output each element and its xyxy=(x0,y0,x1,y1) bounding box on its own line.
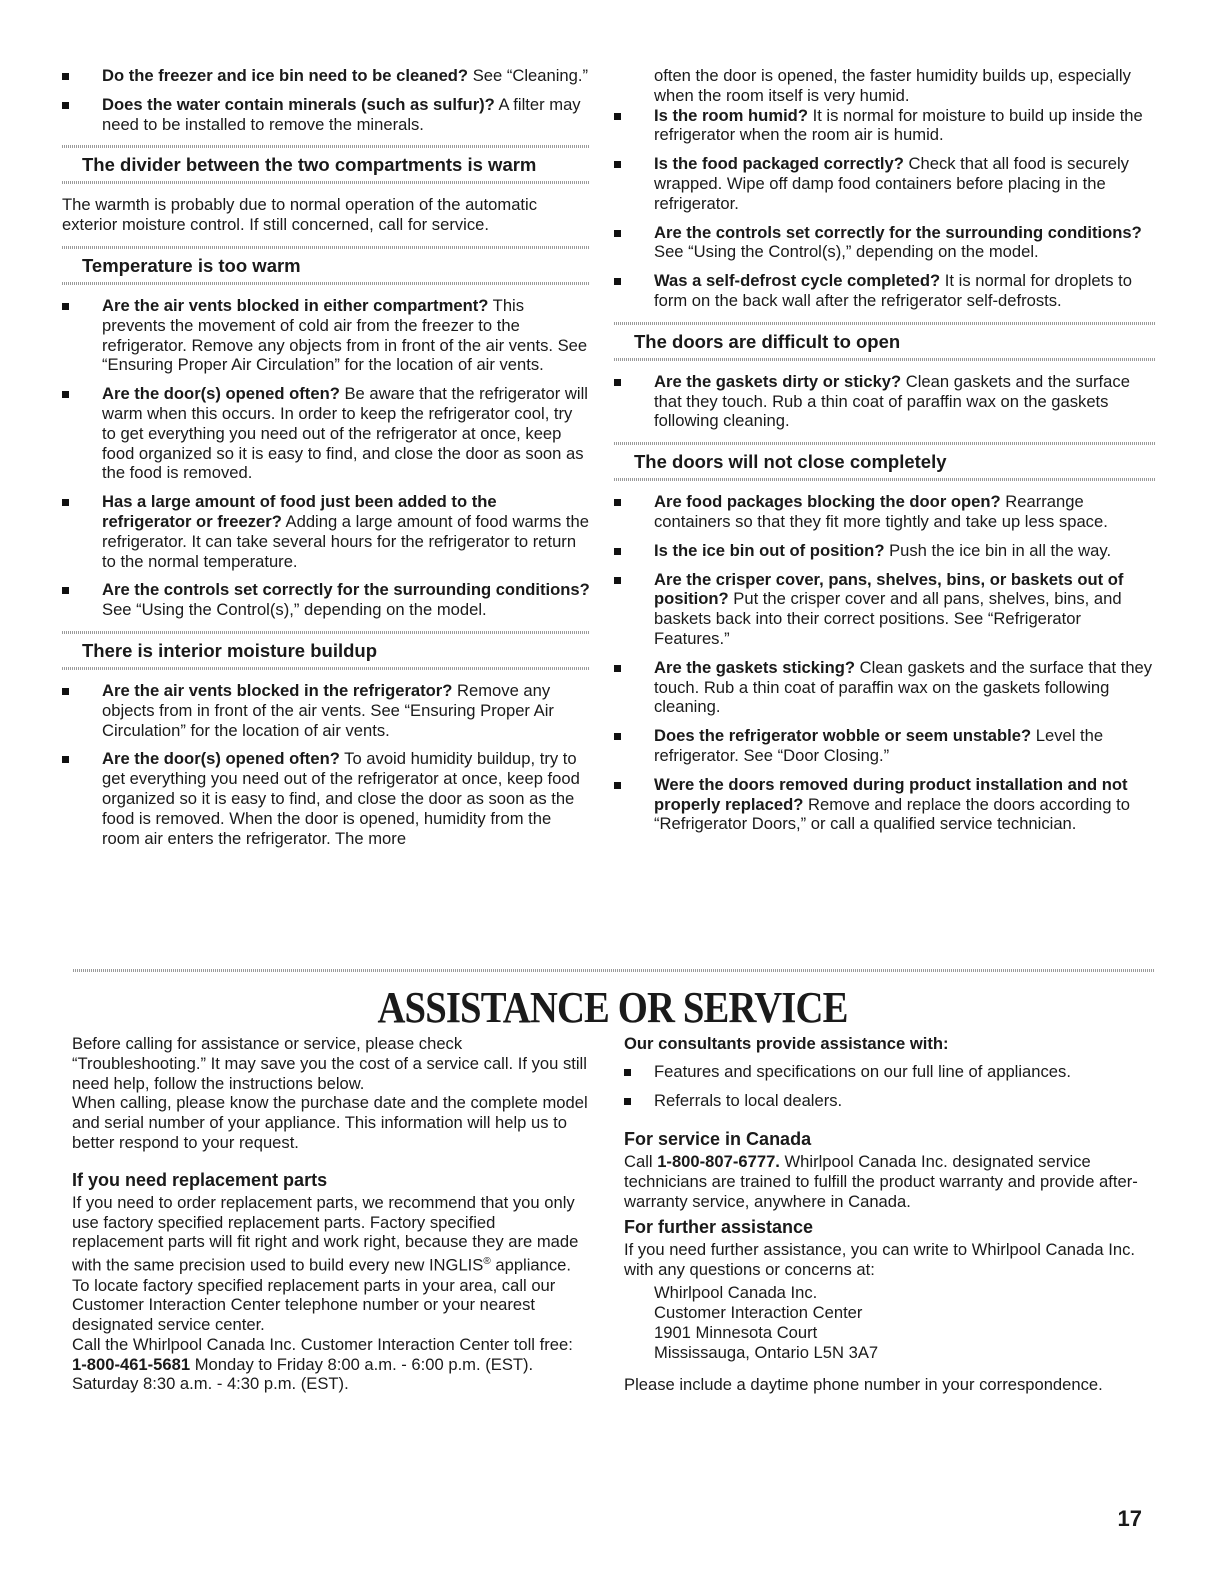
bullet-icon xyxy=(62,587,69,594)
list-item xyxy=(614,541,1155,561)
temperature-bullets xyxy=(62,296,590,620)
divider-rule xyxy=(614,322,1155,325)
address-line: 1901 Minnesota Court xyxy=(654,1322,818,1342)
paragraph: The warmth is probably due to normal operation of the automatic exterior moisture control. If still concerned, call for service. xyxy=(62,195,538,235)
paragraph-text: Whirlpool Canada Inc. designated service technicians are trained to fulfill the product warranty and provide after-warranty service, anywhere in Canada. xyxy=(624,1152,1138,1211)
section-heading: Temperature is too warm xyxy=(82,254,301,276)
divider-rule xyxy=(614,358,1155,361)
bullet-icon xyxy=(62,102,69,109)
answer-text: Remove any objects from in front of the air vents. See “Ensuring Proper Air Circulation” for the location of air vents. xyxy=(102,680,554,740)
section-heading: The doors are difficult to open xyxy=(634,330,901,352)
bullet-icon xyxy=(614,499,621,506)
answer-text: Check that all food is securely wrapped. Wipe off damp food containers before placing in the refrigerator. xyxy=(654,154,1129,213)
question-text: Are the air vents blocked in the refrigerator? xyxy=(102,680,453,700)
divider-rule xyxy=(62,282,590,285)
divider-rule xyxy=(62,631,590,634)
question-text: Are food packages blocking the door open? xyxy=(654,492,1001,512)
bullet-icon xyxy=(614,161,621,168)
section-doors-close xyxy=(614,442,1155,481)
list-item xyxy=(614,271,1155,311)
page-title: ASSISTANCE OR SERVICE xyxy=(377,983,848,1032)
answer-text: Put the crisper cover and all pans, shelves, bins, and baskets back into their correct positions. See “Refrigerator Features.” xyxy=(654,589,1122,648)
subheading-replacement-parts: If you need replacement parts xyxy=(72,1169,328,1190)
question-text: Are the door(s) opened often? xyxy=(102,384,340,404)
doors-close-bullets xyxy=(614,492,1155,834)
paragraph-text: appliance. xyxy=(490,1255,572,1275)
section-heading: The doors will not close completely xyxy=(634,451,947,473)
question-text: Are the controls set correctly for the surrounding conditions? xyxy=(654,222,1142,242)
doors-open-bullets xyxy=(614,372,1155,431)
list-item xyxy=(614,775,1155,834)
subheading-further-assistance: For further assistance xyxy=(624,1216,814,1237)
list-item xyxy=(614,570,1155,649)
answer-text: See “Cleaning.” xyxy=(468,66,588,85)
registered-mark: ® xyxy=(483,1256,491,1268)
bullet-icon xyxy=(62,756,69,763)
question-text: Are the crisper cover, pans, shelves, bins, or baskets out of position? xyxy=(654,569,1124,609)
answer-text: See “Using the Control(s),” depending on the model. xyxy=(654,242,1039,262)
question-text: Does the water contain minerals (such as sulfur)? xyxy=(102,94,495,114)
paragraph xyxy=(624,1152,1155,1211)
phone-number: 1-800-461-5681 xyxy=(72,1354,191,1374)
phone-number: 1-800-807-6777. xyxy=(657,1152,780,1172)
page-number: 17 xyxy=(1117,1506,1142,1531)
answer-text: Level the refrigerator. See “Door Closing.” xyxy=(654,726,1104,765)
answer-text: See “Using the Control(s),” depending on the model. xyxy=(102,600,487,620)
question-text: Does the refrigerator wobble or seem unstable? xyxy=(654,726,1032,746)
bullet-icon xyxy=(62,73,69,80)
answer-text: Clean gaskets and the surface that they touch. Rub a thin coat of paraffin wax on the gaskets following cleaning. xyxy=(654,657,1153,717)
paragraph: To locate factory specified replacement parts in your area, call our Customer Interaction Center telephone number or your nearest designated service center. xyxy=(72,1275,556,1335)
bullet-icon xyxy=(62,303,69,310)
paragraph-text: If you need to order replacement parts, we recommend that you only use factory specified replacement parts. Factory specified replacement parts will fit right and work right, because they are made with the same precision used to build every new INGLIS xyxy=(72,1192,579,1275)
question-text: Is the room humid? xyxy=(654,105,808,125)
list-item xyxy=(62,384,590,483)
bullet-icon xyxy=(614,782,621,789)
section-doors-open xyxy=(614,322,1155,361)
question-text: Are the controls set correctly for the surrounding conditions? xyxy=(102,580,590,600)
list-item xyxy=(614,223,1155,263)
list-item xyxy=(62,580,590,620)
bullet-icon xyxy=(62,391,69,398)
subheading-service-canada: For service in Canada xyxy=(624,1129,812,1150)
question-text: Are the door(s) opened often? xyxy=(102,749,340,769)
address-line: Whirlpool Canada Inc. xyxy=(654,1283,818,1303)
answer-text: Clean gaskets and the surface that they touch. Rub a thin coat of paraffin wax on the gaskets following cleaning. xyxy=(654,371,1130,431)
answer-text: Remove and replace the doors according to “Refrigerator Doors,” or call a qualified service technician. xyxy=(654,794,1130,834)
section-moisture xyxy=(62,631,590,670)
paragraph: Before calling for assistance or service, please check “Troubleshooting.” It may save you the cost of a service call. If you still need help, follow the instructions below. xyxy=(72,1034,587,1093)
bullet-icon xyxy=(614,113,621,120)
bullet-icon xyxy=(614,733,621,740)
paragraph: Please include a daytime phone number in your correspondence. xyxy=(624,1374,1103,1394)
question-text: Is the ice bin out of position? xyxy=(654,540,885,560)
assistance-left-column xyxy=(72,1034,590,1394)
answer-text: Be aware that the refrigerator will warm when this occurs. In order to keep the refrigerator cool, try to get everything you need out of the refrigerator at once, keep food organized so it is easy to find, and close the door as soon as the food is removed. xyxy=(102,384,588,483)
divider-rule xyxy=(62,145,590,148)
list-item xyxy=(62,95,590,135)
list-item xyxy=(624,1091,1155,1111)
address-line: Customer Interaction Center xyxy=(654,1303,863,1323)
bullet-icon xyxy=(62,499,69,506)
left-column-top xyxy=(62,66,590,857)
question-text: Were the doors removed during product installation and not properly replaced? xyxy=(654,774,1128,814)
bullet-icon xyxy=(624,1098,631,1105)
answer-text: A filter may need to be installed to remove the minerals. xyxy=(102,94,581,134)
bullet-icon xyxy=(62,688,69,695)
answer-text: Adding a large amount of food warms the refrigerator. It can take several hours for the refrigerator to return to the normal temperature. xyxy=(102,511,589,571)
divider-rule xyxy=(614,442,1155,445)
divider-rule xyxy=(62,667,590,670)
list-item xyxy=(62,681,590,740)
paragraph: If you need further assistance, you can write to Whirlpool Canada Inc. with any questions or concerns at: xyxy=(624,1239,1135,1279)
answer-text: It is normal for moisture to build up inside the refrigerator when the room air is humid. xyxy=(654,105,1143,145)
list-item xyxy=(62,749,590,848)
list-item xyxy=(624,1062,1155,1082)
answer-text: Rearrange containers so that they fit more tightly and take up less space. xyxy=(654,492,1108,531)
paragraph: When calling, please know the purchase date and the complete model and serial number of your appliance. This information will help us to better respond to your request. xyxy=(72,1093,588,1152)
intro-bullets xyxy=(62,66,590,134)
answer-text: It is normal for droplets to form on the back wall after the refrigerator self-defrosts. xyxy=(654,271,1133,310)
list-item xyxy=(62,296,590,375)
list-item xyxy=(614,658,1155,717)
section-heading: The divider between the two compartments is warm xyxy=(82,154,537,176)
section-divider-warm xyxy=(62,145,590,184)
bullet-icon xyxy=(624,1069,631,1076)
list-item-text: Referrals to local dealers. xyxy=(654,1090,843,1110)
moisture-bullets xyxy=(62,681,590,848)
question-text: Do the freezer and ice bin need to be cleaned? xyxy=(102,66,469,85)
paragraph-text: Call xyxy=(624,1152,658,1172)
list-item xyxy=(62,492,590,571)
list-item xyxy=(614,372,1155,431)
divider-rule xyxy=(62,246,590,249)
list-item xyxy=(614,726,1155,766)
question-text: Are the air vents blocked in either compartment? xyxy=(102,295,489,315)
bullet-icon xyxy=(614,665,621,672)
answer-text: Push the ice bin in all the way. xyxy=(884,540,1112,560)
list-item xyxy=(614,492,1155,532)
paragraph-text: Monday to Friday 8:00 a.m. - 6:00 p.m. (EST). Saturday 8:30 a.m. - 4:30 p.m. (EST). xyxy=(72,1354,534,1394)
bullet-icon xyxy=(614,577,621,584)
answer-text: To avoid humidity buildup, try to get everything you need out of the refrigerator at once, keep food organized so it is easy to find, and close the door as soon as the food is removed. When the door is opened, humidity from the room air enters the refrigerator. The more xyxy=(102,749,580,848)
paragraph xyxy=(72,1193,590,1276)
section-temperature xyxy=(62,246,590,285)
question-text: Is the food packaged correctly? xyxy=(654,154,904,174)
bullet-icon xyxy=(614,230,621,237)
answer-text: This prevents the movement of cold air from the freezer to the refrigerator. Remove any objects from in front of the air vents. See “Ensuring Proper Air Circulation” for the location of air vents. xyxy=(102,295,588,375)
address-line: Mississauga, Ontario L5N 3A7 xyxy=(654,1342,879,1362)
question-text: Was a self-defrost cycle completed? xyxy=(654,271,941,291)
bullet-icon xyxy=(614,548,621,555)
paragraph xyxy=(72,1335,590,1394)
question-text: Are the gaskets sticking? xyxy=(654,657,856,677)
bullet-icon xyxy=(614,278,621,285)
list-item xyxy=(614,106,1155,146)
question-text: Are the gaskets dirty or sticky? xyxy=(654,371,902,391)
question-text: Has a large amount of food just been added to the refrigerator or freezer? xyxy=(102,492,497,531)
divider-rule xyxy=(62,181,590,184)
mailing-address xyxy=(624,1283,1155,1362)
continued-paragraph: often the door is opened, the faster humidity builds up, especially when the room itself is very humid. xyxy=(654,66,1131,105)
divider-rule xyxy=(614,478,1155,481)
bullet-icon xyxy=(614,379,621,386)
moisture-bullets-continued xyxy=(614,106,1155,311)
paragraph-text: Call the Whirlpool Canada Inc. Customer Interaction Center toll free: xyxy=(72,1334,573,1354)
assistance-right-column xyxy=(624,1034,1155,1394)
list-item xyxy=(62,66,590,86)
section-divider-rule xyxy=(73,969,1155,972)
right-column-top xyxy=(614,66,1155,843)
section-heading: There is interior moisture buildup xyxy=(82,639,378,661)
list-item xyxy=(614,154,1155,213)
list-item-text: Features and specifications on our full line of appliances. xyxy=(654,1061,1071,1081)
subheading-consultants: Our consultants provide assistance with: xyxy=(624,1034,949,1053)
